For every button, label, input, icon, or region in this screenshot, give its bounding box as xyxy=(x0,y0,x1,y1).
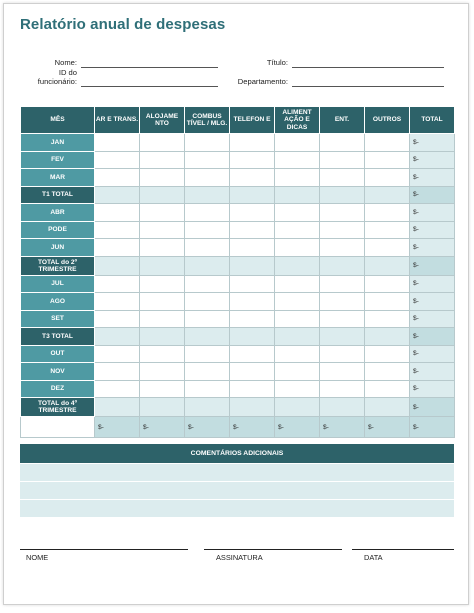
department-field[interactable] xyxy=(292,86,444,87)
signature-label: ASSINATURA xyxy=(216,553,263,562)
expense-cell[interactable] xyxy=(140,256,185,275)
expense-cell[interactable] xyxy=(230,398,275,417)
row-label: OUT xyxy=(21,345,95,363)
expense-cell[interactable] xyxy=(185,363,230,381)
expense-cell[interactable] xyxy=(320,239,365,257)
expense-cell[interactable] xyxy=(320,256,365,275)
expense-cell[interactable] xyxy=(230,328,275,346)
expense-cell[interactable] xyxy=(230,134,275,152)
expense-cell[interactable] xyxy=(275,221,320,239)
expense-cell[interactable] xyxy=(365,186,410,204)
column-header: MÊS xyxy=(21,107,95,134)
expense-cell[interactable] xyxy=(95,134,140,152)
expense-cell[interactable] xyxy=(320,345,365,363)
row-total-cell: $- xyxy=(410,293,455,311)
expense-cell[interactable] xyxy=(230,186,275,204)
expense-cell[interactable] xyxy=(275,186,320,204)
expense-cell[interactable] xyxy=(185,204,230,222)
expense-cell[interactable] xyxy=(185,239,230,257)
quarter-total-row xyxy=(21,398,455,417)
expense-cell[interactable] xyxy=(95,221,140,239)
expense-cell[interactable] xyxy=(140,293,185,311)
expense-cell[interactable] xyxy=(230,169,275,187)
expense-cell[interactable] xyxy=(275,398,320,417)
column-header: TELEFON E xyxy=(230,107,275,134)
month-row xyxy=(21,221,455,239)
row-total-cell: $- xyxy=(410,380,455,398)
expense-cell[interactable] xyxy=(275,310,320,328)
expense-cell[interactable] xyxy=(140,310,185,328)
expense-cell[interactable] xyxy=(365,239,410,257)
row-label: SET xyxy=(21,310,95,328)
expense-cell[interactable] xyxy=(230,363,275,381)
expense-cell[interactable] xyxy=(365,256,410,275)
row-label: MAR xyxy=(21,169,95,187)
column-sum-cell: $- xyxy=(95,417,140,438)
title-field-label: Título: xyxy=(266,58,288,67)
name-field[interactable] xyxy=(81,67,218,68)
title-field[interactable] xyxy=(292,67,444,68)
quarter-total-row xyxy=(21,328,455,346)
expense-cell[interactable] xyxy=(320,275,365,293)
expense-cell[interactable] xyxy=(95,256,140,275)
column-sum-cell: $- xyxy=(275,417,320,438)
name-signature-line[interactable] xyxy=(20,549,188,550)
signature-line[interactable] xyxy=(204,549,342,550)
row-total-cell: $- xyxy=(410,134,455,152)
expense-cell[interactable] xyxy=(275,169,320,187)
expense-cell[interactable] xyxy=(365,151,410,169)
name-signature-label: NOME xyxy=(26,553,49,562)
expense-cell[interactable] xyxy=(95,151,140,169)
expense-cell[interactable] xyxy=(185,256,230,275)
expense-cell[interactable] xyxy=(185,134,230,152)
column-header: ENT. xyxy=(320,107,365,134)
month-row xyxy=(21,134,455,152)
row-total-cell: $- xyxy=(410,151,455,169)
summary-row xyxy=(21,417,455,438)
row-total-cell: $- xyxy=(410,275,455,293)
column-header: ALOJAME NTO xyxy=(140,107,185,134)
expense-cell[interactable] xyxy=(140,363,185,381)
employee-id-label-line1: ID do xyxy=(58,68,77,77)
expense-cell[interactable] xyxy=(185,380,230,398)
column-header: COMBUS TÍVEL / MLG. xyxy=(185,107,230,134)
employee-id-field[interactable] xyxy=(81,86,218,87)
quarter-total-row xyxy=(21,186,455,204)
expense-cell[interactable] xyxy=(95,363,140,381)
row-total-cell: $- xyxy=(410,256,455,275)
row-total-cell: $- xyxy=(410,328,455,346)
expense-cell[interactable] xyxy=(185,186,230,204)
column-sum-cell: $- xyxy=(140,417,185,438)
expense-cell[interactable] xyxy=(230,151,275,169)
month-row xyxy=(21,293,455,311)
expense-cell[interactable] xyxy=(320,293,365,311)
expense-cell[interactable] xyxy=(275,275,320,293)
expense-cell[interactable] xyxy=(95,239,140,257)
month-row xyxy=(21,275,455,293)
expense-cell[interactable] xyxy=(365,221,410,239)
expense-cell[interactable] xyxy=(365,204,410,222)
row-label: JUL xyxy=(21,275,95,293)
expense-cell[interactable] xyxy=(320,398,365,417)
expense-cell[interactable] xyxy=(320,151,365,169)
row-label: T1 TOTAL xyxy=(21,186,95,204)
expense-cell[interactable] xyxy=(320,328,365,346)
row-label: NOV xyxy=(21,363,95,381)
expense-report-page xyxy=(3,3,469,605)
expense-cell[interactable] xyxy=(275,293,320,311)
expense-cell[interactable] xyxy=(185,293,230,311)
expense-cell[interactable] xyxy=(275,204,320,222)
expense-cell[interactable] xyxy=(230,204,275,222)
row-total-cell: $- xyxy=(410,363,455,381)
expense-cell[interactable] xyxy=(230,256,275,275)
expense-cell[interactable] xyxy=(140,204,185,222)
expense-cell[interactable] xyxy=(95,328,140,346)
expense-cell[interactable] xyxy=(320,380,365,398)
expense-cell[interactable] xyxy=(320,221,365,239)
expense-cell[interactable] xyxy=(275,239,320,257)
expense-cell[interactable] xyxy=(140,275,185,293)
expense-cell[interactable] xyxy=(185,345,230,363)
expense-cell[interactable] xyxy=(275,345,320,363)
expense-cell[interactable] xyxy=(95,398,140,417)
expense-cell[interactable] xyxy=(140,345,185,363)
month-row xyxy=(21,169,455,187)
comments-header: COMENTÁRIOS ADICIONAIS xyxy=(20,444,454,463)
expense-cell[interactable] xyxy=(140,151,185,169)
expense-cell[interactable] xyxy=(365,134,410,152)
page-title: Relatório anual de despesas xyxy=(20,16,226,33)
row-label: JUN xyxy=(21,239,95,257)
name-label: Nome: xyxy=(54,58,77,67)
comment-row[interactable] xyxy=(20,499,454,517)
expense-cell[interactable] xyxy=(95,275,140,293)
expense-cell[interactable] xyxy=(230,380,275,398)
expense-cell[interactable] xyxy=(140,169,185,187)
expense-cell[interactable] xyxy=(230,239,275,257)
row-label: FEV xyxy=(21,151,95,169)
expense-cell[interactable] xyxy=(320,204,365,222)
column-header: OUTROS xyxy=(365,107,410,134)
expense-cell[interactable] xyxy=(185,169,230,187)
expense-cell[interactable] xyxy=(275,380,320,398)
row-label: TOTAL do 2º TRIMESTRE xyxy=(21,256,95,275)
quarter-total-row xyxy=(21,256,455,275)
summary-blank-cell xyxy=(21,417,95,438)
column-sum-cell: $- xyxy=(320,417,365,438)
expense-cell[interactable] xyxy=(365,398,410,417)
expense-cell[interactable] xyxy=(140,134,185,152)
row-total-cell: $- xyxy=(410,239,455,257)
expense-cell[interactable] xyxy=(275,256,320,275)
column-header: ALIMENT AÇÃO E DICAS xyxy=(275,107,320,134)
comment-row[interactable] xyxy=(20,481,454,499)
expense-cell[interactable] xyxy=(140,186,185,204)
expense-cell[interactable] xyxy=(320,134,365,152)
expense-cell[interactable] xyxy=(140,221,185,239)
month-row xyxy=(21,204,455,222)
expense-cell[interactable] xyxy=(365,363,410,381)
date-signature-line[interactable] xyxy=(352,549,454,550)
expense-cell[interactable] xyxy=(185,328,230,346)
month-row xyxy=(21,363,455,381)
column-header: TOTAL xyxy=(410,107,455,134)
month-row xyxy=(21,151,455,169)
expense-cell[interactable] xyxy=(320,186,365,204)
expense-cell[interactable] xyxy=(185,151,230,169)
row-total-cell: $- xyxy=(410,169,455,187)
month-row xyxy=(21,310,455,328)
expense-cell[interactable] xyxy=(185,398,230,417)
comments-section xyxy=(20,444,454,517)
expense-cell[interactable] xyxy=(95,345,140,363)
row-total-cell: $- xyxy=(410,345,455,363)
expense-cell[interactable] xyxy=(230,221,275,239)
expense-cell[interactable] xyxy=(365,345,410,363)
column-sum-cell: $- xyxy=(365,417,410,438)
expense-cell[interactable] xyxy=(95,169,140,187)
expense-cell[interactable] xyxy=(95,310,140,328)
row-total-cell: $- xyxy=(410,204,455,222)
expense-cell[interactable] xyxy=(95,204,140,222)
expense-cell[interactable] xyxy=(365,380,410,398)
expense-cell[interactable] xyxy=(230,293,275,311)
expense-cell[interactable] xyxy=(275,363,320,381)
month-row xyxy=(21,239,455,257)
month-row xyxy=(21,345,455,363)
department-label: Departamento: xyxy=(237,77,288,86)
row-label: TOTAL do 4º TRIMESTRE xyxy=(21,398,95,417)
expense-cell[interactable] xyxy=(275,151,320,169)
row-label: DEZ xyxy=(21,380,95,398)
row-label: T3 TOTAL xyxy=(21,328,95,346)
expense-cell[interactable] xyxy=(365,328,410,346)
row-total-cell: $- xyxy=(410,186,455,204)
expense-cell[interactable] xyxy=(140,328,185,346)
row-total-cell: $- xyxy=(410,398,455,417)
expense-cell[interactable] xyxy=(230,275,275,293)
expense-cell[interactable] xyxy=(140,239,185,257)
column-sum-cell: $- xyxy=(185,417,230,438)
expense-cell[interactable] xyxy=(230,310,275,328)
expense-cell[interactable] xyxy=(185,310,230,328)
column-sum-cell: $- xyxy=(230,417,275,438)
expense-cell[interactable] xyxy=(95,380,140,398)
column-header: AR E TRANS. xyxy=(95,107,140,134)
expense-cell[interactable] xyxy=(320,169,365,187)
expense-cell[interactable] xyxy=(230,345,275,363)
expense-cell[interactable] xyxy=(365,310,410,328)
expense-cell[interactable] xyxy=(365,275,410,293)
row-total-cell: $- xyxy=(410,221,455,239)
date-signature-label: DATA xyxy=(364,553,383,562)
expense-cell[interactable] xyxy=(185,275,230,293)
expense-cell[interactable] xyxy=(320,310,365,328)
employee-id-label-line2: funcionário: xyxy=(37,77,77,86)
row-total-cell: $- xyxy=(410,310,455,328)
expense-table xyxy=(20,106,455,438)
expense-cell[interactable] xyxy=(140,380,185,398)
expense-cell[interactable] xyxy=(365,169,410,187)
row-label: PODE xyxy=(21,221,95,239)
expense-cell[interactable] xyxy=(275,134,320,152)
column-sum-cell: $- xyxy=(410,417,455,438)
table-header-row xyxy=(21,107,455,134)
expense-cell[interactable] xyxy=(320,363,365,381)
expense-cell[interactable] xyxy=(140,398,185,417)
month-row xyxy=(21,380,455,398)
expense-cell[interactable] xyxy=(95,293,140,311)
expense-cell[interactable] xyxy=(185,221,230,239)
expense-cell[interactable] xyxy=(275,328,320,346)
comment-row[interactable] xyxy=(20,463,454,481)
expense-cell[interactable] xyxy=(365,293,410,311)
row-label: JAN xyxy=(21,134,95,152)
row-label: AGO xyxy=(21,293,95,311)
expense-cell[interactable] xyxy=(95,186,140,204)
row-label: ABR xyxy=(21,204,95,222)
